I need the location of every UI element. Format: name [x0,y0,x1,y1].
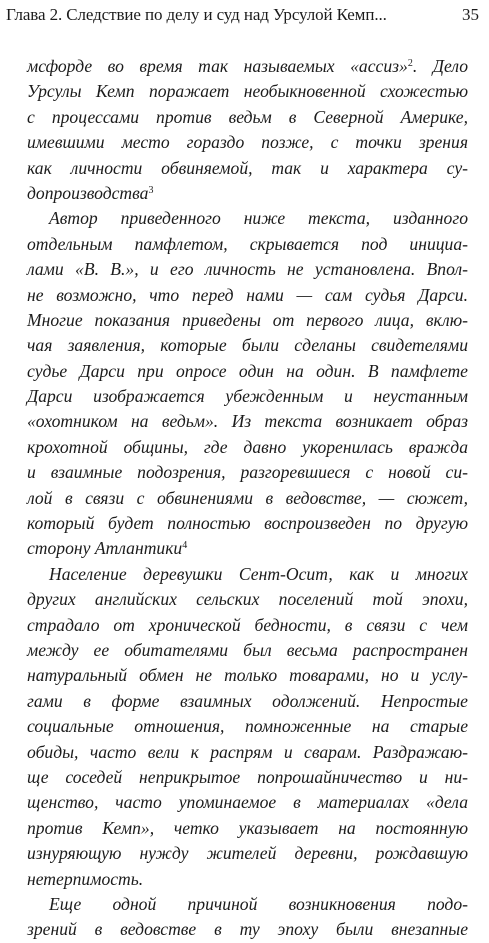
text-line: социальные отношения, помноженные на старые [27,716,468,737]
paragraph [27,892,468,943]
text-line: изнуряющую нужду жителей деревни, рождавшую [27,843,468,864]
footnote-ref: 4 [182,540,188,552]
paragraph [27,206,468,561]
text-line: лами «В. В.», и его личность не установлена. Впол- [27,259,468,280]
text-line: Дарси изображается убежденным и неустанным [27,386,468,407]
text-line: не возможно, что перед нами — сам судья Дарси. [27,284,468,305]
text-line: лой в связи с обвинениями в ведовстве, — сюжет, [27,487,468,508]
paragraph [27,54,468,206]
text-line: мсфорде во время так называемых «ассиз»$^2$. Дело [27,56,468,76]
text-line: чая заявления, которые были сделаны свидетелями [27,335,468,356]
text-line: крохотной общины, где давно укоренилась вражда [27,436,468,457]
footnote-ref: 2 [407,58,413,69]
text-line: против Кемп», четко указывает на постоянную [27,817,468,838]
running-header [6,3,483,27]
text-line: «охотником на ведьм». Из текста возникает образ [27,411,468,432]
text-line: как личности обвиняемой, так и характера су- [27,157,468,178]
text-line: судье Дарси при опросе один на один. В памфлете [27,360,468,381]
text-line: Население деревушки Сент-Осит, как и многих [49,563,468,584]
text-line: ще соседей неприкрытое попрошайничество и ни- [27,766,468,787]
paragraph [27,562,468,892]
text-line: других английских сельских поселений той эпохи, [27,589,468,610]
body-text [27,54,468,943]
footnote-ref: 3 [148,184,154,196]
text-line: Еще одной причиной возникновения подо- [49,893,468,914]
text-line: сторону Атлантики$^4$ [27,538,188,559]
chapter-title: Глава 2. Следствие по делу и суд над Урсулой Кемп... [6,5,387,24]
text-line: натуральный обмен не только товарами, но и услу- [27,665,468,686]
text-line: между ее обитателями был весьма распространен [27,639,468,660]
text-line: страдало от хронической бедности, в связи с чем [27,614,468,635]
text-line: зрений в ведовстве в ту эпоху были внезапные [27,919,468,940]
text-line: Многие показания приведены от первого лица, вклю- [27,309,468,330]
text-line: Урсулы Кемп поражает необыкновенной схожестью [27,81,468,102]
text-line: который будет полностью воспроизведен по другую [27,513,468,534]
text-line: отдельным памфлетом, скрывается под инициа- [27,233,468,254]
text-line: Автор приведенного ниже текста, изданного [49,208,468,229]
text-line: гами в форме взаимных одолжений. Непростые [27,690,468,711]
text-line: нетерпимость. [27,868,144,889]
text-line: обиды, часто вели к распрям и сварам. Раздражаю- [27,741,468,762]
text-line: с процессами против ведьм в Северной Америке, [27,106,468,127]
text-line: имевшими место гораздо позже, с точки зрения [27,132,468,153]
text-line: и взаимные подозрения, разгоревшиеся с новой си- [27,462,468,483]
text-line: допроизводства$^3$ [27,182,154,203]
page-number: 35 [462,5,479,24]
text-line: щенство, часто упоминаемое в материалах «дела [27,792,468,813]
